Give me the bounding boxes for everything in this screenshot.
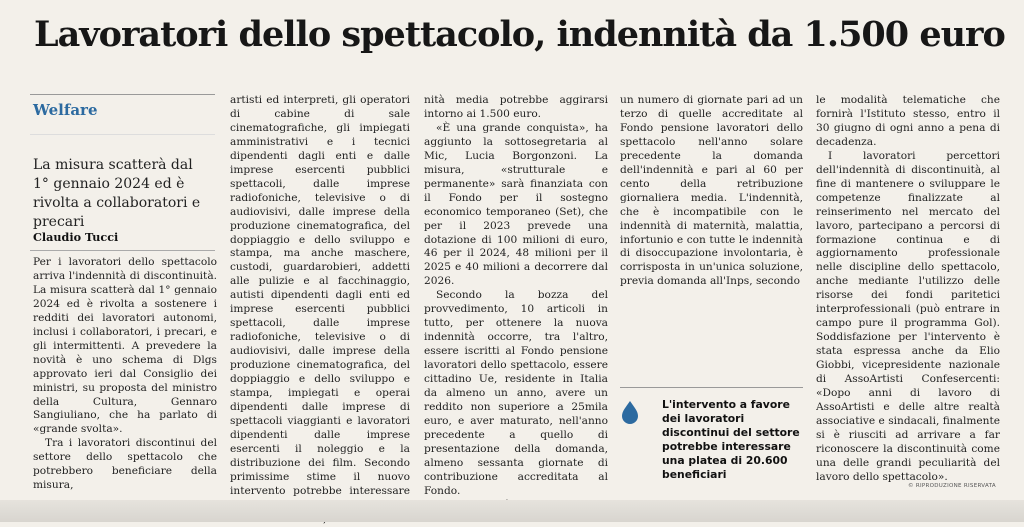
kicker: La misura scatterà dal 1° gennaio 2024 ed è rivolta a collaboratori e precari <box>33 157 201 230</box>
paragraph: nità media potrebbe aggirarsi intorno ai 1.500 euro. <box>424 94 608 120</box>
divider <box>30 250 215 251</box>
paragraph: Per i lavoratori dello spettacolo arriva l'indennità di discontinuità. La misura scatterà dal 1° gennaio 2024 ed è rivolta a sostenere i redditi dei lavoratori autonomi, inclusi i collaboratori, i precari, e gli intermittenti. A prevedere la novità è uno schema di Dlgs approvato ieri dal Consiglio dei ministri, su proposta del ministro della Cultura, Gennaro Sangiuliano, che ha parlato di «grande svolta». <box>33 256 217 436</box>
headline: Lavoratori dello spettacolo, indennità da 1.500 euro <box>34 14 1005 55</box>
author-byline: Claudio Tucci <box>33 230 119 244</box>
article-column-2 <box>230 94 410 527</box>
paragraph: Secondo la bozza del provvedimento, 10 articoli in tutto, per ottenere la nuova indennità occorre, tra l'altro, essere iscritti al Fondo pensione lavoratori dello spettacolo, essere cittadino Ue, residente in Italia da almeno un anno, avere un reddito non superiore a 25mila euro, e aver maturato, nell'anno precedente a quello di presentazione della domanda, almeno sessanta giornate di contribuzione accreditata al Fondo. <box>424 289 608 497</box>
article-column-3 <box>424 94 608 513</box>
article-column-4 <box>620 94 803 289</box>
quote-mark-icon <box>620 401 640 425</box>
paragraph: Tra i lavoratori discontinui del settore dello spettacolo che potrebbero beneficiare della misura, <box>33 437 217 492</box>
article-column-5 <box>816 94 1000 485</box>
paragraph: le modalità telematiche che fornirà l'Istituto stesso, entro il 30 giugno di ogni anno a pena di decadenza. <box>816 94 1000 148</box>
divider <box>30 134 215 135</box>
page-edge <box>0 500 1024 522</box>
quote-mark-shape <box>622 401 638 424</box>
article-column-1 <box>33 256 217 493</box>
paragraph: I lavoratori percettori dell'indennità di discontinuità, al fine di mantenere o sviluppare le competenze finalizzate al reinserimento nel mercato del lavoro, partecipano a percorsi di formazione continua e di aggiornamento professionale nelle discipline dello spettacolo, anche mediante l'utilizzo delle risorse dei fondi paritetici interprofessionali (può entrare in campo pure il programma Gol). Soddisfazione per l'intervento è stata espressa anche da Elio Giobbi, vicepresidente nazionale di AssoArtisti Confesercenti: «Dopo anni di lavoro di AssoArtisti e delle altre realtà associative e sindacali, finalmente si è riusciti ad arrivare a far riconoscere la discontinuità come una delle grandi peculiarità del lavoro dello spettacolo». <box>816 149 1000 483</box>
section-label: Welfare <box>33 101 98 119</box>
pullquote: L'intervento a favore dei lavoratori discontinui del settore potrebbe interessare una platea di 20.600 beneficiari <box>662 398 800 481</box>
paragraph: artisti ed interpreti, gli operatori di cabine di sale cinematografiche, gli impiegati amministrativi e i tecnici dipendenti dagli enti e dalle imprese esercenti pubblici spettacoli, dalle imprese radiofoniche, televisive o di audiovisivi, dalle imprese della produzione cinematografica, del doppiaggio e dello sviluppo e stampa, ma anche maschere, custodi, guardarobieri, addetti alle pulizie e al facchinaggio, autisti dipendenti dagli enti ed imprese esercenti pubblici spettacoli, dalle imprese radiofoniche, televisive o di audiovisivi, dalle imprese della produzione cinematografica, del doppiaggio e dello sviluppo e stampa, impiegati e operai dipendenti dalle imprese di spettacoli viaggianti e lavoratori dipendenti dalle imprese esercenti il noleggio e la distribuzione dei film. Secondo primissime stime il nuovo intervento potrebbe interessare <box>230 94 410 497</box>
pullquote-divider <box>620 387 803 388</box>
divider <box>30 94 215 95</box>
paragraph: un numero di giornate pari ad un terzo di quelle accreditate al Fondo pensione lavoratori dello spettacolo nell'anno solare precedente la domanda dell'indennità e pari al 60 per cento della retribuzione giornaliera media. L'indennità, che è incompatibile con le indennità di maternità, malattia, infortunio e con tutte le indennità di disoccupazione involontaria, è corrisposta in un'unica soluzione, previa domanda all'Inps, secondo <box>620 94 803 288</box>
paragraph: «È una grande conquista», ha aggiunto la sottosegretaria al Mic, Lucia Borgonzoni. La misura, «strutturale e permanente» sarà finanziata con il Fondo per il sostegno economico temporaneo (Set), che per il 2023 prevede una dotazione di 100 milioni di euro, 46 per il 2024, 48 milioni per il 2025 e 40 milioni a decorrere dal 2026. <box>424 121 608 288</box>
copyright-notice: © RIPRODUZIONE RISERVATA <box>908 483 996 489</box>
